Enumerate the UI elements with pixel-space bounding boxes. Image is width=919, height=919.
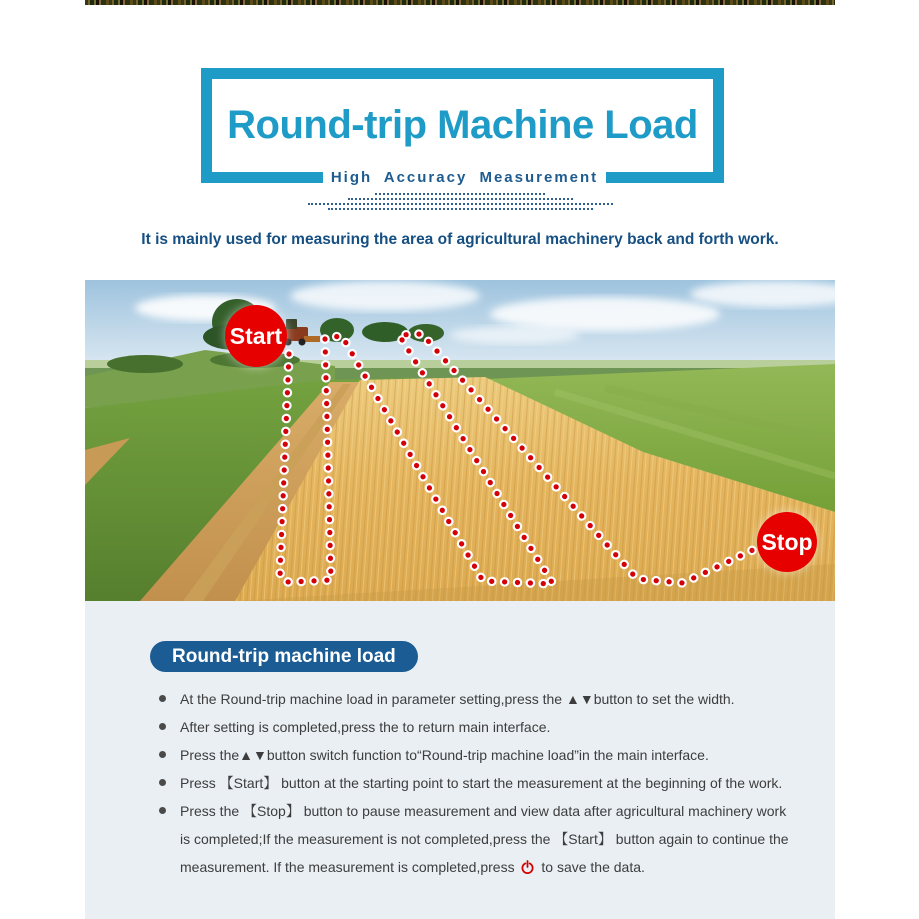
page-title: Round-trip Machine Load — [227, 103, 698, 147]
stop-badge: Stop — [757, 512, 817, 572]
start-badge: Start — [225, 305, 287, 367]
list-item: After setting is completed,press the to return main interface. — [159, 713, 799, 741]
top-photo-strip — [85, 0, 835, 5]
dotted-divider — [85, 193, 835, 213]
title-frame-bottom — [201, 169, 724, 186]
bullet-marker — [159, 751, 166, 758]
dotted-line — [328, 208, 593, 210]
bullet-marker — [159, 779, 166, 786]
frame-bottom-left-line — [201, 172, 323, 183]
hero-image — [85, 280, 835, 601]
tagline: It is mainly used for measuring the area of agricultural machinery back and forth work. — [141, 231, 779, 248]
list-item: Press 【Start】 button at the starting point to start the measurement at the beginning of the work. — [159, 769, 799, 797]
bullet-marker — [159, 723, 166, 730]
list-item: Press the▲▼button switch function to“Round-trip machine load”in the main interface. — [159, 741, 799, 769]
list-item: Press the 【Stop】 button to pause measurement and view data after agricultural machinery work is completed;If the measurement is not completed,press the 【Start】 button again to continue the measurement. If the measurement is completed,press to save the data. — [159, 797, 799, 881]
info-section — [85, 601, 835, 919]
frame-bottom-right-line — [606, 172, 724, 183]
power-icon — [521, 860, 534, 874]
field-illustration — [85, 280, 835, 601]
section-heading-pill: Round-trip machine load — [150, 641, 418, 672]
subtitle: High Accuracy Measurement — [330, 169, 599, 186]
dotted-line — [348, 198, 573, 200]
list-item: At the Round-trip machine load in parameter setting,press the ▲▼button to set the width. — [159, 685, 799, 713]
dotted-line — [308, 203, 613, 205]
instructions-list — [159, 685, 799, 881]
dotted-line — [375, 193, 545, 195]
title-frame — [201, 68, 724, 186]
bullet-marker — [159, 807, 166, 814]
bullet-marker — [159, 695, 166, 702]
